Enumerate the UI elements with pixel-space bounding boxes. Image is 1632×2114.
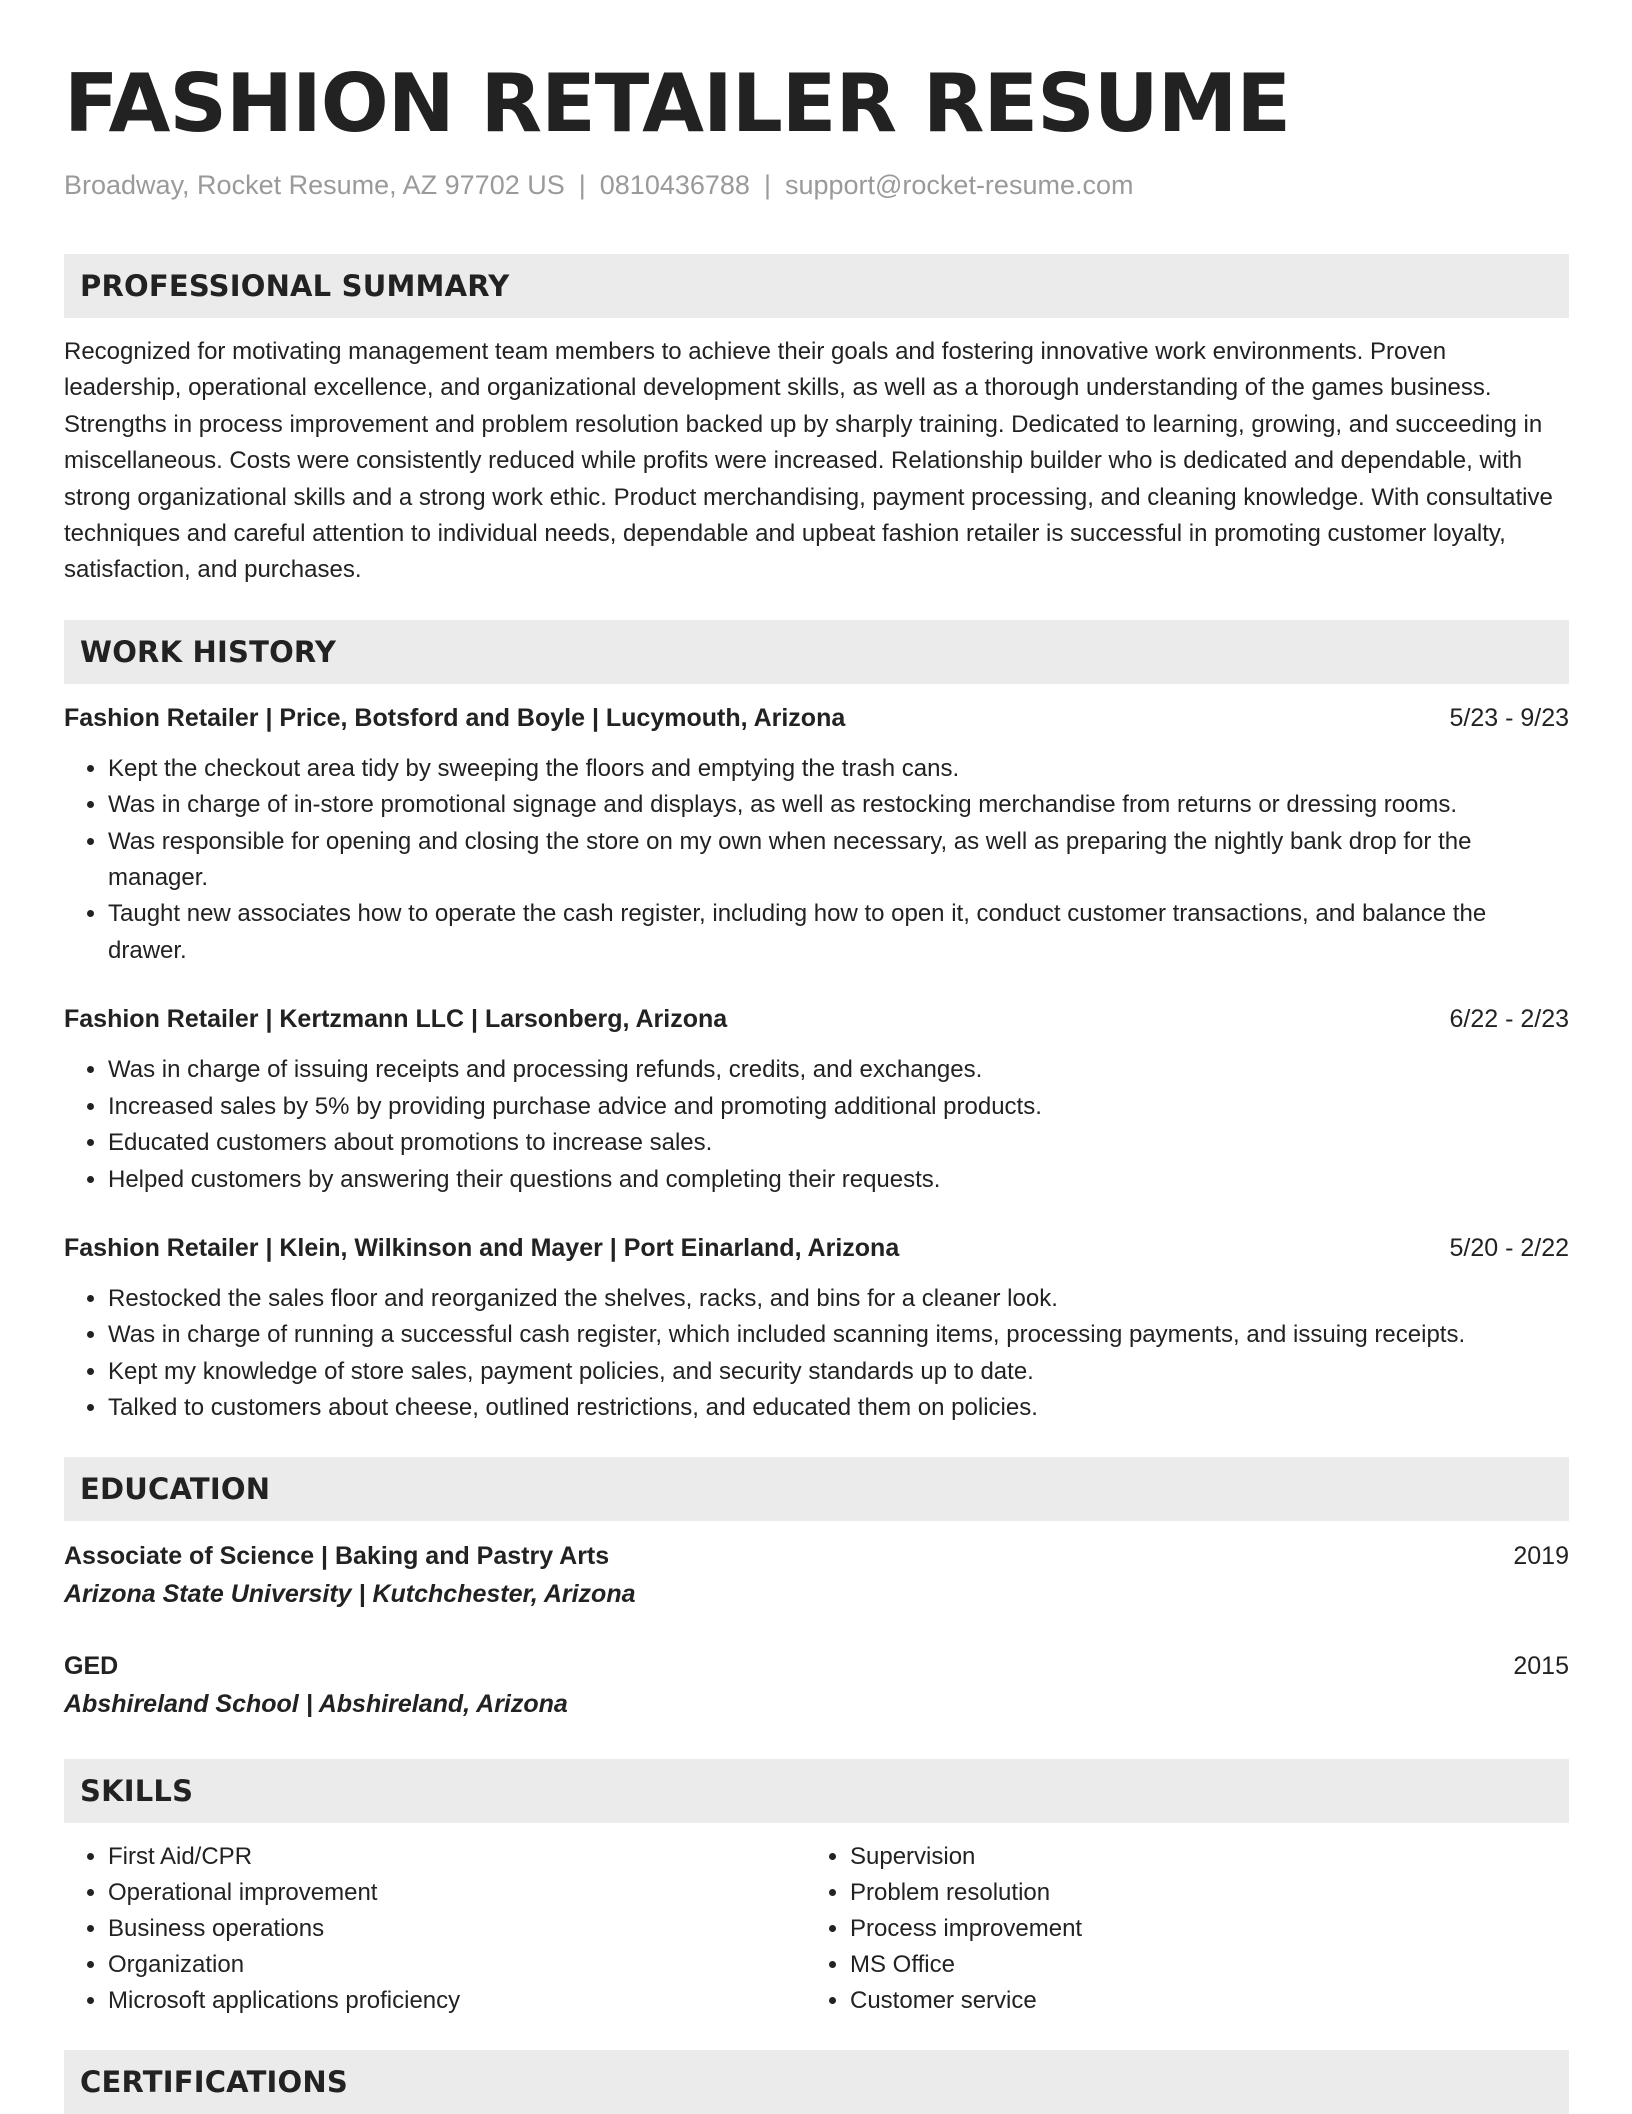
contact-line — [64, 166, 1569, 204]
skill-item: • Customer service — [850, 1983, 1548, 2019]
section-heading-work-history: WORK HISTORY — [64, 620, 1569, 684]
list-item: • Restocked the sales floor and reorganized the shelves, racks, and bins for a cleaner look. — [108, 1281, 1569, 1317]
education-degree: Associate of Science | Baking and Pastry Arts — [64, 1541, 610, 1570]
contact-email: support@rocket-resume.com — [784, 170, 1134, 200]
education-school: Abshireland School | Abshireland, Arizona — [64, 1689, 568, 1718]
skills-grid — [64, 1839, 1569, 2020]
job-header — [64, 1230, 1569, 1266]
job-title: Fashion Retailer | Price, Botsford and Boyle | Lucymouth, Arizona — [64, 703, 846, 732]
skill-item: • Problem resolution — [850, 1875, 1548, 1911]
job-title: Fashion Retailer | Klein, Wilkinson and Mayer | Port Einarland, Arizona — [64, 1233, 900, 1262]
skill-item: • First Aid/CPR — [108, 1839, 806, 1875]
section-heading-certifications: CERTIFICATIONS — [64, 2050, 1569, 2114]
education-entry — [64, 1647, 1569, 1723]
list-item: • Was in charge of in-store promotional signage and displays, as well as restocking merchandise from returns or dressing rooms. — [108, 787, 1569, 823]
education-header — [64, 1647, 1569, 1685]
job-header — [64, 1001, 1569, 1037]
summary-paragraph: Recognized for motivating management team members to achieve their goals and fostering innovative work environments. Proven leadership, operational excellence, and organizational development skills, as well as a thorough understanding of the games business. Strengths in process improvement and problem resolution backed up by sharply training. Dedicated to learning, growing, and succeeding in miscellaneous. Costs were consistently reduced while profits were increased. Relationship builder who is dedicated and dependable, with strong organizational skills and a strong work ethic. Product merchandising, payment processing, and cleaning knowledge. With consultative techniques and careful attention to individual needs, dependable and upbeat fashion retailer is successful in promoting customer loyalty, satisfaction, and purchases. — [64, 338, 1553, 584]
contact-separator: | — [763, 170, 771, 200]
section-heading-summary: PROFESSIONAL SUMMARY — [64, 254, 1569, 318]
job-dates: 5/20 - 2/22 — [1449, 1233, 1569, 1262]
education-year: 2019 — [1513, 1541, 1569, 1570]
job-dates: 6/22 - 2/23 — [1449, 1005, 1569, 1034]
education-degree: GED — [64, 1651, 119, 1680]
list-item: • Kept the checkout area tidy by sweeping the floors and emptying the trash cans. — [108, 751, 1569, 787]
job-dates: 5/23 - 9/23 — [1449, 703, 1569, 732]
education-entry — [64, 1537, 1569, 1613]
skill-item: • Operational improvement — [108, 1875, 806, 1911]
job-bullets — [64, 1052, 1569, 1198]
job-title: Fashion Retailer | Kertzmann LLC | Larsonberg, Arizona — [64, 1005, 728, 1034]
list-item: • Increased sales by 5% by providing purchase advice and promoting additional products. — [108, 1089, 1569, 1125]
skill-item: • Business operations — [108, 1911, 806, 1947]
education-school: Arizona State University | Kutchchester, Arizona — [64, 1579, 636, 1608]
list-item: • Kept my knowledge of store sales, payment policies, and security standards up to date. — [108, 1354, 1569, 1390]
skill-item: • MS Office — [850, 1947, 1548, 1983]
job-entry — [64, 1001, 1569, 1198]
job-bullets — [64, 751, 1569, 969]
contact-address: Broadway, Rocket Resume, AZ 97702 US — [64, 170, 565, 200]
list-item: • Was responsible for opening and closing the store on my own when necessary, as well as preparing the nightly bank drop for the manager. — [108, 824, 1569, 897]
skill-item: • Microsoft applications proficiency — [108, 1983, 806, 2019]
skills-list — [64, 1839, 806, 2020]
list-item: • Taught new associates how to operate the cash register, including how to open it, conduct customer transactions, and balance the drawer. — [108, 896, 1569, 969]
section-heading-skills: SKILLS — [64, 1759, 1569, 1823]
skills-column-left — [64, 1839, 806, 2020]
skill-item: • Organization — [108, 1947, 806, 1983]
job-entry — [64, 700, 1569, 969]
job-entry — [64, 1230, 1569, 1427]
skill-item: • Process improvement — [850, 1911, 1548, 1947]
contact-separator: | — [578, 170, 586, 200]
resume-title: FASHION RETAILER RESUME — [64, 57, 1290, 150]
job-header — [64, 700, 1569, 736]
list-item: • Talked to customers about cheese, outlined restrictions, and educated them on policies. — [108, 1390, 1569, 1426]
education-header — [64, 1537, 1569, 1575]
skills-list — [806, 1839, 1548, 2020]
skills-column-right — [806, 1839, 1548, 2020]
list-item: • Was in charge of issuing receipts and processing refunds, credits, and exchanges. — [108, 1052, 1569, 1088]
education-year: 2015 — [1513, 1651, 1569, 1680]
job-bullets — [64, 1281, 1569, 1427]
contact-phone: 0810436788 — [599, 170, 750, 200]
list-item: • Was in charge of running a successful cash register, which included scanning items, processing payments, and issuing receipts. — [108, 1317, 1569, 1353]
section-heading-education: EDUCATION — [64, 1457, 1569, 1521]
list-item: • Helped customers by answering their questions and completing their requests. — [108, 1162, 1569, 1198]
skill-item: • Supervision — [850, 1839, 1548, 1875]
list-item: • Educated customers about promotions to increase sales. — [108, 1125, 1569, 1161]
